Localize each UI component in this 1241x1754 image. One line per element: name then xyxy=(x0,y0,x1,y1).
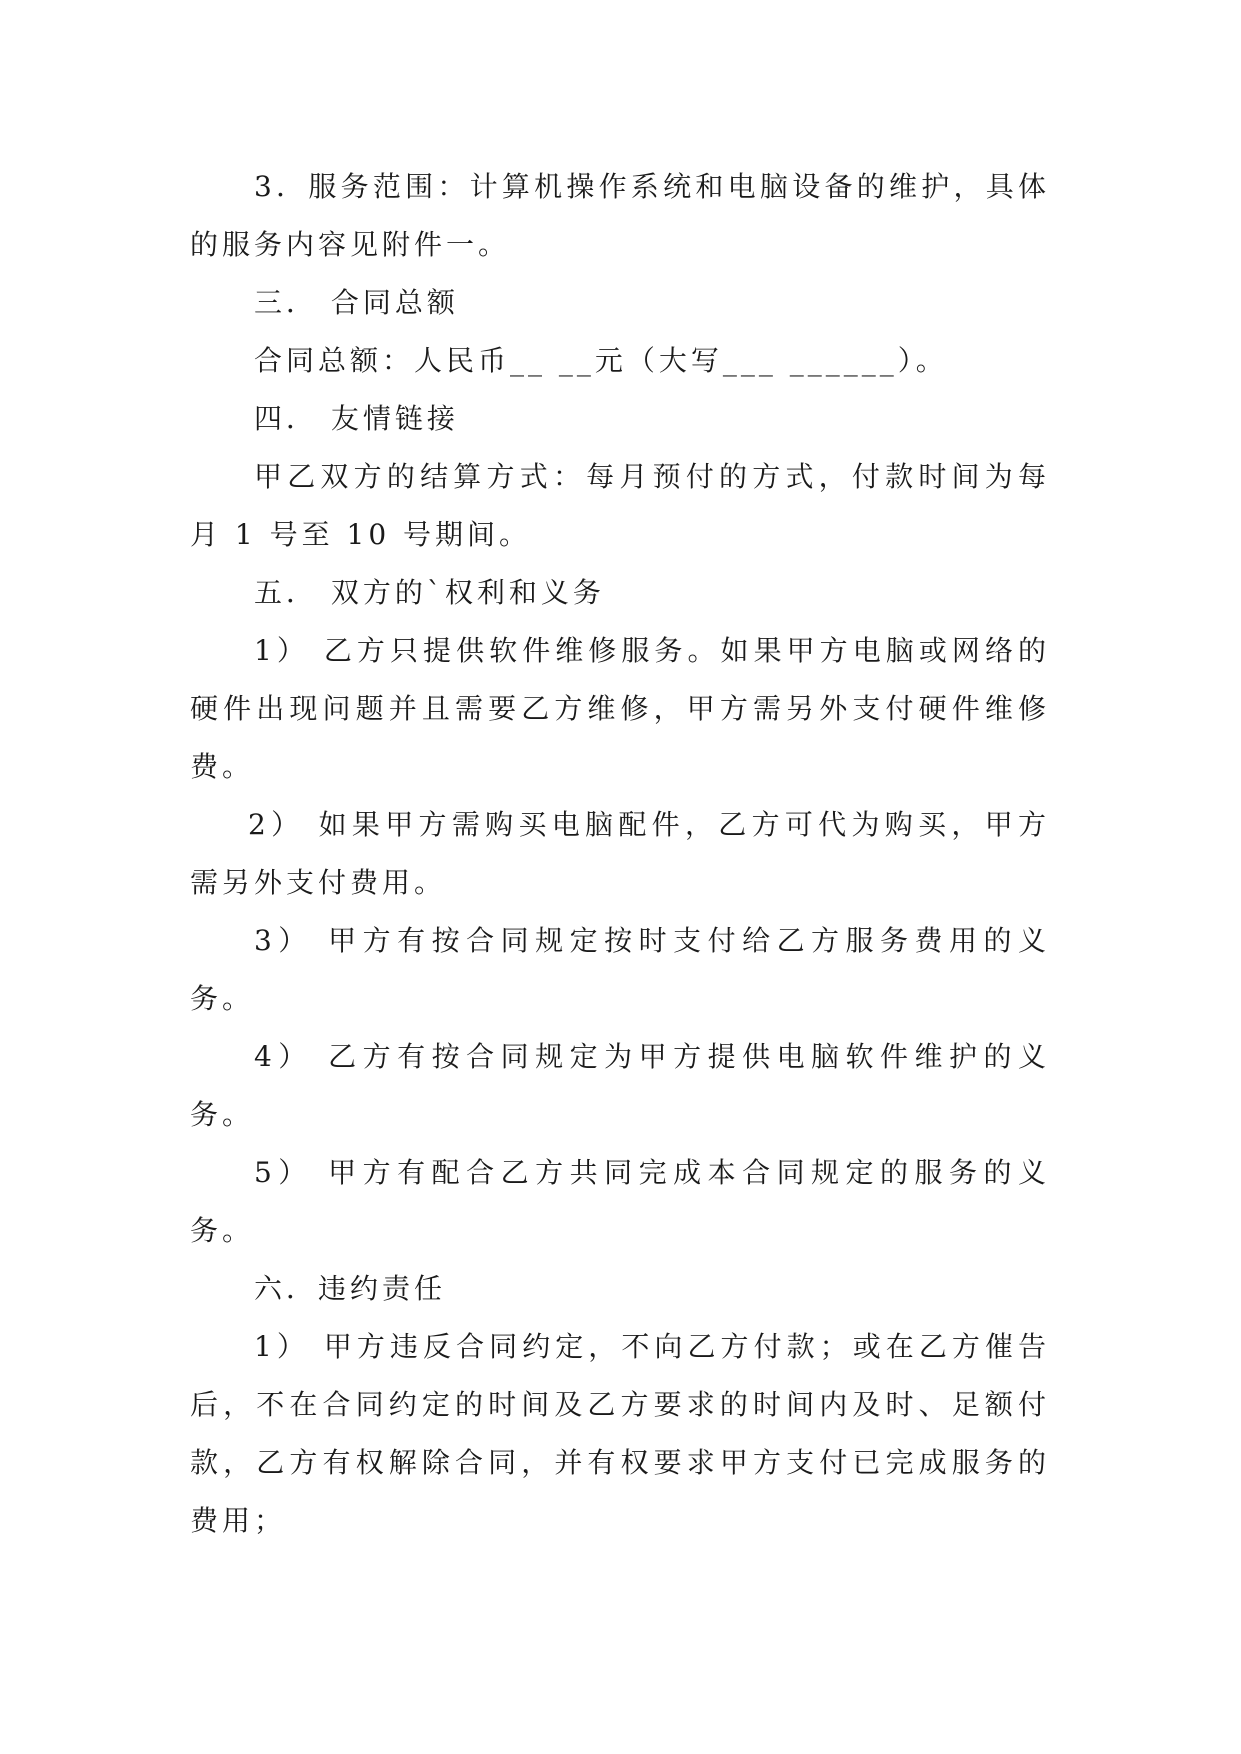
paragraph-contract-total: 合同总额：人民币__ __元（大写___ ______）。 xyxy=(254,344,948,377)
paragraph-item-5-1: 1） 乙方只提供软件维修服务。如果甲方电脑或网络的硬件出现问题并且需要乙方维修，甲方需另外支付硬件维修费。 xyxy=(190,634,1050,783)
heading-section-6: 六．违约责任 xyxy=(254,1272,447,1305)
document-body xyxy=(190,158,1050,1550)
heading-section-4: 四． 友情链接 xyxy=(254,402,459,435)
heading-section-5: 五． 双方的`权利和义务 xyxy=(254,576,605,609)
paragraph-item-5-5: 5） 甲方有配合乙方共同完成本合同规定的服务的义务。 xyxy=(190,1156,1050,1247)
paragraph-item-5-2: 2） 如果甲方需购买电脑配件，乙方可代为购买，甲方需另外支付费用。 xyxy=(190,808,1050,899)
paragraph-item-5-4: 4） 乙方有按合同规定为甲方提供电脑软件维护的义务。 xyxy=(190,1040,1050,1131)
paragraph-service-scope: 3．服务范围：计算机操作系统和电脑设备的维护，具体的服务内容见附件一。 xyxy=(190,170,1050,261)
heading-section-3: 三． 合同总额 xyxy=(254,286,459,319)
paragraph-item-6-1: 1） 甲方违反合同约定，不向乙方付款；或在乙方催告后，不在合同约定的时间及乙方要求的时间内及时、足额付款，乙方有权解除合同，并有权要求甲方支付已完成服务的费用； xyxy=(190,1330,1050,1537)
paragraph-settlement-method: 甲乙双方的结算方式：每月预付的方式，付款时间为每月 1 号至 10 号期间。 xyxy=(190,460,1050,551)
paragraph-item-5-3: 3） 甲方有按合同规定按时支付给乙方服务费用的义务。 xyxy=(190,924,1050,1015)
